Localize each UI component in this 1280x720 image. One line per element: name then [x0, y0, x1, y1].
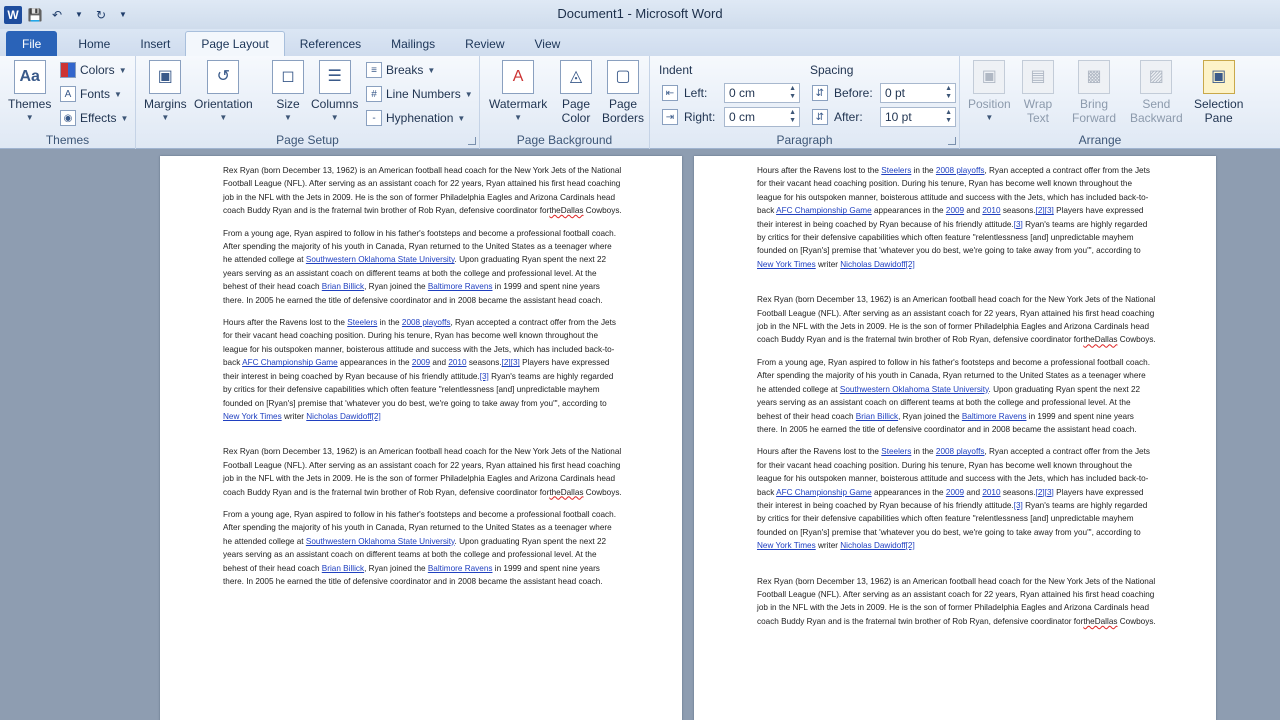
link-nicholas-dawidoff[interactable]: Nicholas Dawidoff: [840, 259, 906, 269]
paragraph-intro[interactable]: Rex Ryan (born December 13, 1962) is an American football head coach for the New York Jets of the National Football League (NFL). After serving as an assistant coach for 22 years, Ryan attained his first head coaching job in the NFL with the Jets in 2009. He is the son of former Philadelphia Eagles and Arizona Cardinals head coach Buddy Ryan and is the fraternal twin brother of Rob Ryan, defensive coordinator fortheDallas Cowboys.: [223, 166, 622, 216]
selection-pane-icon: ▣: [1203, 60, 1235, 94]
line-numbers-button[interactable]: # Line Numbers ▼: [366, 84, 473, 104]
spin-arrows-icon[interactable]: ▲ ▼: [945, 85, 952, 100]
size-button[interactable]: ◻ Size ▼: [272, 60, 304, 125]
page-content[interactable]: [223, 164, 623, 597]
fonts-icon: A: [60, 86, 76, 102]
paragraph-jets[interactable]: Hours after the Ravens lost to the Steelers in the 2008 playoffs, Ryan accepted a contract offer from the Jets for their vacant head coaching position. During his tenure, Ryan has become well known throughout the league for his outspoken manner, boisterous attitude and success with the Jets, which has included back-to-back AFC Championship Game appearances in the 2009 and 2010 seasons.[2][3] Players have expressed their interest in being coached by Ryan because of his friendly attitude.[3] Ryan's teams are highly regarded by critics for their defensive capabilities which often feature "relentlessness [and] unpredictable mayhem founded on [Ryan's] premise that 'whatever you do best, we're going to take away from you'", according to New York Times writer Nicholas Dawidoff[2]: [223, 318, 616, 421]
indent-left-icon: ⇤: [662, 85, 678, 101]
link-swosu[interactable]: Southwestern Oklahoma State University: [839, 384, 989, 394]
link-2010[interactable]: 2010: [448, 358, 467, 368]
spacing-before-field: ⇵ Before: 0 pt ▲ ▼: [812, 83, 956, 103]
link-citation[interactable]: [3]: [1013, 500, 1023, 510]
paragraph-group: [650, 56, 960, 149]
window-title: Document1 - Microsoft Word: [557, 6, 723, 21]
themes-group: [0, 56, 136, 149]
page-background-group: [480, 56, 650, 149]
link-steelers[interactable]: Steelers: [881, 447, 912, 457]
link-2008-playoffs[interactable]: 2008 playoffs: [401, 318, 451, 328]
link-2008-playoffs[interactable]: 2008 playoffs: [935, 447, 985, 457]
indent-right-field: ⇥ Right: 0 cm ▲ ▼: [662, 107, 800, 127]
page-borders-icon: ▢: [607, 60, 639, 94]
link-brian-billick[interactable]: Brian Billick: [321, 563, 365, 573]
indent-right-input[interactable]: 0 cm ▲ ▼: [724, 107, 800, 127]
link-swosu[interactable]: Southwestern Oklahoma State University: [305, 536, 455, 546]
breaks-button[interactable]: ≡ Breaks ▼: [366, 60, 435, 80]
indent-right-icon: ⇥: [662, 109, 678, 125]
wrap-text-icon: ▤: [1022, 60, 1054, 94]
link-citation[interactable]: [3]: [479, 371, 489, 381]
spacing-heading: Spacing: [810, 63, 854, 77]
save-icon[interactable]: 💾: [27, 7, 43, 22]
tab-home[interactable]: Home: [78, 36, 111, 51]
tab-page-layout[interactable]: Page Layout: [185, 31, 284, 56]
link-nicholas-dawidoff[interactable]: Nicholas Dawidoff: [306, 411, 372, 421]
document-page-2[interactable]: [694, 156, 1216, 720]
link-steelers[interactable]: Steelers: [347, 318, 378, 328]
spin-arrows-icon[interactable]: ▲ ▼: [789, 85, 796, 100]
page-color-icon: ◬: [560, 60, 592, 94]
bring-forward-icon: ▩: [1078, 60, 1110, 94]
spacing-before-input[interactable]: 0 pt ▲ ▼: [880, 83, 956, 103]
hyphenation-icon: -: [366, 110, 382, 126]
page-background-group-label: Page Background: [516, 133, 613, 147]
link-swosu[interactable]: Southwestern Oklahoma State University: [305, 255, 455, 265]
link-baltimore-ravens[interactable]: Baltimore Ravens: [427, 282, 493, 292]
ribbon-tabs: [0, 29, 1280, 56]
tab-review[interactable]: Review: [465, 36, 505, 51]
themes-dropdown-icon: ▼: [25, 113, 34, 122]
spacing-after-input[interactable]: 10 pt ▲ ▼: [880, 107, 956, 127]
page-borders-button[interactable]: ▢ Page Borders: [602, 60, 644, 125]
size-icon: ◻: [272, 60, 304, 94]
link-brian-billick[interactable]: Brian Billick: [321, 282, 365, 292]
link-2010[interactable]: 2010: [982, 487, 1001, 497]
link-new-york-times[interactable]: New York Times: [757, 259, 816, 269]
link-2010[interactable]: 2010: [982, 206, 1001, 216]
position-button[interactable]: ▣ Position ▼: [968, 60, 1011, 125]
tab-mailings[interactable]: Mailings: [391, 36, 436, 51]
link-afc-championship[interactable]: AFC Championship Game: [776, 206, 872, 216]
colors-icon: [60, 62, 76, 78]
document-area[interactable]: [0, 149, 1280, 720]
paragraph-jets[interactable]: Hours after the Ravens lost to the Steelers in the 2008 playoffs, Ryan accepted a contract offer from the Jets for their vacant head coaching position. During his tenure, Ryan has become well known throughout the league for his outspoken manner, boisterous attitude and success with the Jets, which has included back-to-back AFC Championship Game appearances in the 2009 and 2010 seasons.[2][3] Players have expressed their interest in being coached by Ryan because of his friendly attitude.[3] Ryan's teams are highly regarded by critics for their defensive capabilities which often feature "relentlessness [and] unpredictable mayhem founded on [Ryan's] premise that 'whatever you do best, we're going to take away from you'", according to New York Times writer Nicholas Dawidoff[2]: [757, 166, 1150, 269]
quick-access-toolbar: [0, 6, 132, 24]
paragraph-intro[interactable]: Rex Ryan (born December 13, 1962) is an American football head coach for the New York Jets of the National Football League (NFL). After serving as an assistant coach for 22 years, Ryan attained his first head coaching job in the NFL with the Jets in 2009. He is the son of former Philadelphia Eagles and Arizona Cardinals head coach Buddy Ryan and is the fraternal twin brother of Rob Ryan, defensive coordinator fortheDallas Cowboys.: [757, 295, 1156, 345]
link-citation[interactable]: [2][3]: [1035, 206, 1054, 216]
page-setup-group: [136, 56, 480, 149]
undo-dropdown-icon[interactable]: ▼: [75, 10, 83, 19]
link-new-york-times[interactable]: New York Times: [757, 541, 816, 551]
spacing-after-field: ⇵ After: 10 pt ▲ ▼: [812, 107, 956, 127]
document-page-1[interactable]: [160, 156, 682, 720]
watermark-button[interactable]: A Watermark ▼: [489, 60, 547, 125]
indent-left-input[interactable]: 0 cm ▲ ▼: [724, 83, 800, 103]
paragraph-jets[interactable]: Hours after the Ravens lost to the Steelers in the 2008 playoffs, Ryan accepted a contract offer from the Jets for their vacant head coaching position. During his tenure, Ryan has become well known throughout the league for his outspoken manner, boisterous attitude and success with the Jets, which has included back-to-back AFC Championship Game appearances in the 2009 and 2010 seasons.[2][3] Players have expressed their interest in being coached by Ryan because of his friendly attitude.[3] Ryan's teams are highly regarded by critics for their defensive capabilities which often feature "relentlessness [and] unpredictable mayhem founded on [Ryan's] premise that 'whatever you do best, we're going to take away from you'", according to New York Times writer Nicholas Dawidoff[2]: [757, 447, 1150, 551]
tab-references[interactable]: References: [299, 36, 362, 51]
hyphenation-button[interactable]: - Hyphenation ▼: [366, 108, 465, 128]
bring-forward-button[interactable]: ▩ Bring Forward: [1072, 60, 1116, 125]
link-2009[interactable]: 2009: [411, 358, 431, 368]
link-citation[interactable]: [2][3]: [501, 358, 520, 368]
link-citation[interactable]: [2][3]: [1035, 487, 1054, 497]
link-afc-championship[interactable]: AFC Championship Game: [776, 487, 872, 497]
arrange-group-label: Arrange: [1078, 133, 1122, 147]
paragraph-group-label: Paragraph: [776, 133, 833, 147]
margins-button[interactable]: ▣ Margins ▼: [144, 60, 187, 125]
link-nicholas-dawidoff[interactable]: Nicholas Dawidoff: [840, 541, 906, 551]
tab-view[interactable]: View: [534, 36, 561, 51]
paragraph-early-life[interactable]: From a young age, Ryan aspired to follow in his father's footsteps and become a professional football coach. After spending the majority of his youth in Canada, Ryan returned to the United States as a teenager where he attended college at Southwestern Oklahoma State University. Upon graduating Ryan spent the next 22 years serving as an assistant coach on different teams at both the college and professional level. At the behest of their head coach Brian Billick, Ryan joined the Baltimore Ravens in 1999 and spent nine years there. In 2005 he earned the title of defensive coordinator and in 2008 became the assistant head coach.: [223, 509, 616, 586]
page-setup-launcher-icon[interactable]: [468, 137, 476, 145]
tab-insert[interactable]: Insert: [140, 36, 171, 51]
paragraph-early-life[interactable]: From a young age, Ryan aspired to follow in his father's footsteps and become a professional football coach. After spending the majority of his youth in Canada, Ryan returned to the United States as a teenager where he attended college at Southwestern Oklahoma State University. Upon graduating Ryan spent the next 22 years serving as an assistant coach on different teams at both the college and professional level. At the behest of their head coach Brian Billick, Ryan joined the Baltimore Ravens in 1999 and spent nine years there. In 2005 he earned the title of defensive coordinator and in 2008 became the assistant head coach.: [757, 357, 1150, 434]
effects-button[interactable]: ◉ Effects ▼: [60, 108, 128, 128]
link-2009[interactable]: 2009: [945, 206, 965, 216]
fonts-button[interactable]: A Fonts ▼: [60, 84, 122, 104]
customize-icon[interactable]: ▼: [119, 10, 127, 19]
indent-left-field: ⇤ Left: 0 cm ▲ ▼: [662, 83, 800, 103]
wrap-text-button[interactable]: ▤ Wrap Text: [1022, 60, 1054, 125]
title-bar: [0, 0, 1280, 29]
ribbon: [0, 56, 1280, 149]
position-icon: ▣: [973, 60, 1005, 94]
link-citation[interactable]: [2]: [905, 259, 915, 269]
link-citation[interactable]: [2]: [371, 411, 381, 421]
orientation-icon: ↺: [207, 60, 239, 94]
page-color-button[interactable]: ◬ Page Color: [560, 60, 592, 125]
undo-icon[interactable]: ↶: [51, 7, 63, 22]
link-brian-billick[interactable]: Brian Billick: [855, 411, 899, 421]
link-2008-playoffs[interactable]: 2008 playoffs: [935, 166, 985, 175]
spin-arrows-icon[interactable]: ▲ ▼: [945, 109, 952, 124]
link-new-york-times[interactable]: New York Times: [223, 411, 282, 421]
spin-arrows-icon[interactable]: ▲ ▼: [789, 109, 796, 124]
spacing-before-icon: ⇵: [812, 85, 828, 101]
watermark-icon: A: [502, 60, 534, 94]
themes-button[interactable]: Aa Themes ▼: [8, 60, 51, 125]
indent-heading: Indent: [659, 63, 693, 77]
page-content[interactable]: [757, 164, 1157, 637]
tab-file[interactable]: File: [6, 31, 57, 56]
columns-icon: ☰: [319, 60, 351, 94]
link-citation[interactable]: [3]: [1013, 219, 1023, 229]
themes-group-label: Themes: [45, 133, 90, 147]
breaks-icon: ≡: [366, 62, 382, 78]
page-setup-group-label: Page Setup: [276, 133, 339, 147]
arrange-group: [960, 56, 1280, 149]
colors-button[interactable]: Colors ▼: [60, 60, 127, 80]
themes-icon: Aa: [14, 60, 46, 94]
spacing-after-icon: ⇵: [812, 109, 828, 125]
orientation-button[interactable]: ↺ Orientation ▼: [194, 60, 253, 125]
send-backward-button[interactable]: ▨ Send Backward: [1130, 60, 1183, 125]
effects-icon: ◉: [60, 110, 76, 126]
margins-icon: ▣: [149, 60, 181, 94]
link-steelers[interactable]: Steelers: [881, 166, 912, 175]
send-backward-icon: ▨: [1140, 60, 1172, 94]
paragraph-intro[interactable]: Rex Ryan (born December 13, 1962) is an American football head coach for the New York Jets of the National Football League (NFL). After serving as an assistant coach for 22 years, Ryan attained his first head coaching job in the NFL with the Jets in 2009. He is the son of former Philadelphia Eagles and Arizona Cardinals head coach Buddy Ryan and is the fraternal twin brother of Rob Ryan, defensive coordinator fortheDallas Cowboys.: [757, 576, 1156, 626]
link-baltimore-ravens[interactable]: Baltimore Ravens: [961, 411, 1027, 421]
paragraph-early-life[interactable]: From a young age, Ryan aspired to follow in his father's footsteps and become a professional football coach. After spending the majority of his youth in Canada, Ryan returned to the United States as a teenager where he attended college at Southwestern Oklahoma State University. Upon graduating Ryan spent the next 22 years serving as an assistant coach on different teams at both the college and professional level. At the behest of their head coach Brian Billick, Ryan joined the Baltimore Ravens in 1999 and spent nine years there. In 2005 he earned the title of defensive coordinator and in 2008 became the assistant head coach.: [223, 228, 616, 305]
selection-pane-button[interactable]: ▣ Selection Pane: [1194, 60, 1243, 125]
link-citation[interactable]: [2]: [905, 541, 915, 551]
link-afc-championship[interactable]: AFC Championship Game: [242, 358, 338, 368]
redo-icon[interactable]: ↻: [95, 7, 107, 22]
link-baltimore-ravens[interactable]: Baltimore Ravens: [427, 563, 493, 573]
paragraph-intro[interactable]: Rex Ryan (born December 13, 1962) is an American football head coach for the New York Jets of the National Football League (NFL). After serving as an assistant coach for 22 years, Ryan attained his first head coaching job in the NFL with the Jets in 2009. He is the son of former Philadelphia Eagles and Arizona Cardinals head coach Buddy Ryan and is the fraternal twin brother of Rob Ryan, defensive coordinator fortheDallas Cowboys.: [223, 447, 622, 497]
link-2009[interactable]: 2009: [945, 487, 965, 497]
word-logo-icon[interactable]: W: [4, 6, 22, 24]
line-numbers-icon: #: [366, 86, 382, 102]
columns-button[interactable]: ☰ Columns ▼: [311, 60, 358, 125]
